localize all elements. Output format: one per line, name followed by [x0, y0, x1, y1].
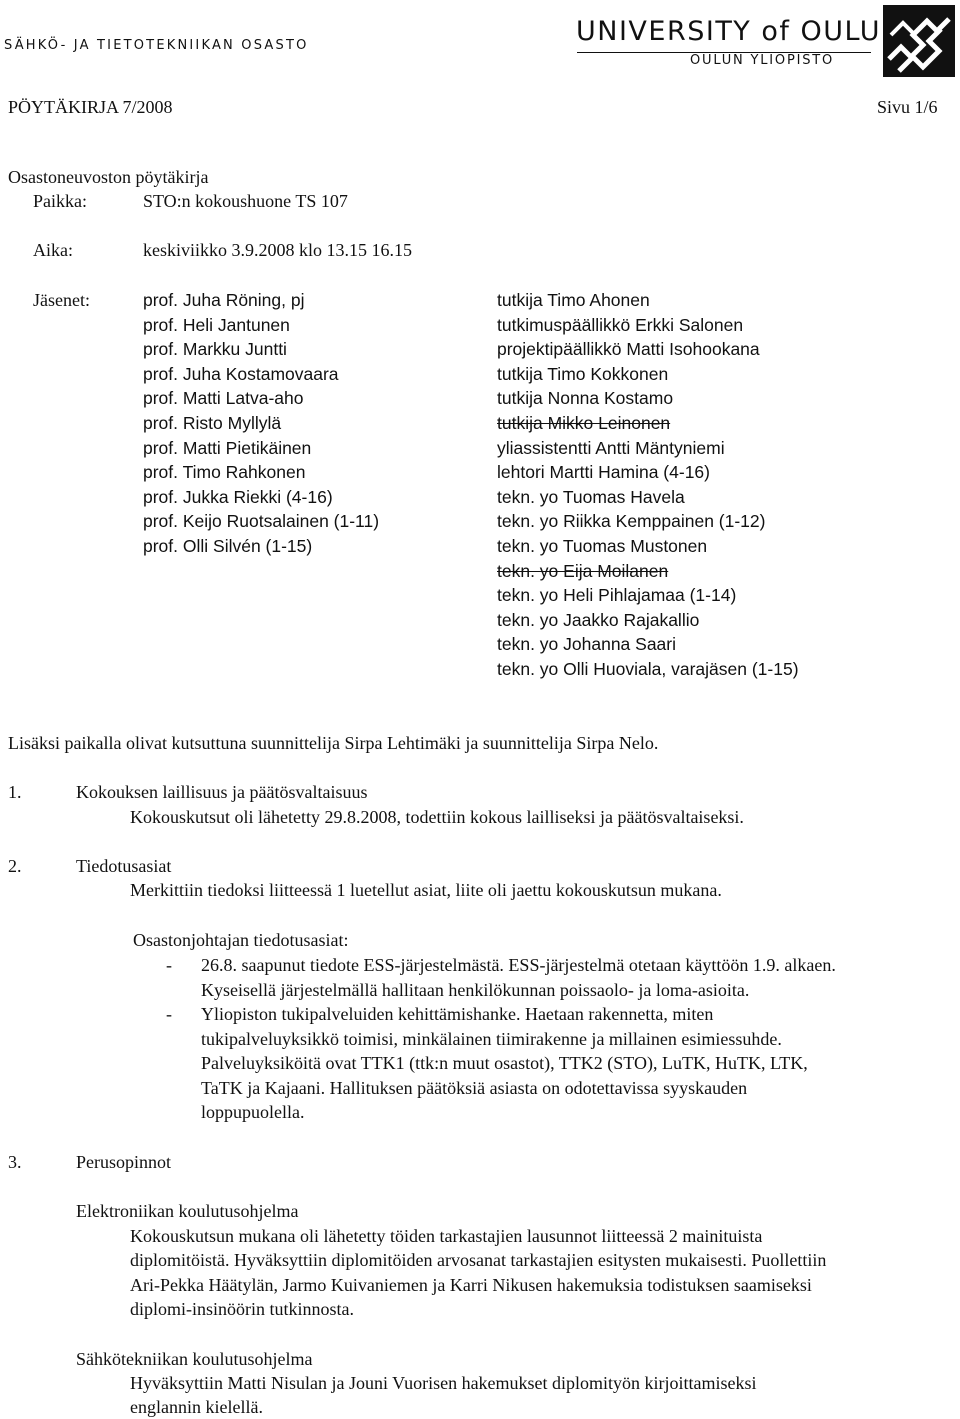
- document-title: PÖYTÄKIRJA 7/2008: [8, 97, 173, 117]
- member-entry: yliassistentti Antti Mäntyniemi: [497, 437, 725, 458]
- electrical-line-1: Hyväksyttiin Matti Nisulan ja Jouni Vuorisen hakemukset diplomityön kirjoittamiseksi: [130, 1373, 757, 1393]
- member-entry: tekn. yo Olli Huoviala, varajäsen (1-15): [497, 659, 799, 679]
- member-entry: prof. Matti Pietikäinen: [143, 437, 312, 458]
- electronics-line-1: Kokouskutsun mukana oli lähetetty töiden tarkastajien lausunnot liitteessä 2 mainituista: [130, 1226, 763, 1246]
- member-entry: tutkija Mikko Leinonen: [497, 413, 671, 433]
- bullet-2-line-3: Palveluyksiköitä ovat TTK1 (ttk:n muut osastot), TTK2 (STO), LuTK, HuTK, LTK,: [201, 1053, 808, 1073]
- bullet-2-line-4: TaTK ja Kajaani. Hallituksen päätöksiä asiasta on odotettavissa syyskauden: [201, 1078, 748, 1098]
- section-3-number: 3.: [8, 1152, 22, 1172]
- electrical-programme-title: Sähkötekniikan koulutusohjelma: [76, 1349, 313, 1369]
- document-heading: Osastoneuvoston pöytäkirja: [8, 167, 209, 187]
- section-1-title: Kokouksen laillisuus ja päätösvaltaisuus: [76, 782, 368, 802]
- bullet-1-line-1: 26.8. saapunut tiedote ESS-järjestelmästä. ESS-järjestelmä otetaan käyttöön 1.9. alkaen.: [201, 955, 836, 975]
- member-entry: prof. Olli Silvén (1-15): [143, 536, 313, 556]
- member-entry: prof. Matti Latva-aho: [143, 388, 304, 409]
- university-of-oulu-logo: [883, 5, 955, 77]
- bullet-1-marker: -: [166, 955, 172, 975]
- member-entry: tutkija Timo Kokkonen: [497, 363, 669, 384]
- member-entry: projektipäällikkö Matti Isohookana: [497, 339, 760, 360]
- member-entry: prof. Juha Röning, pj: [143, 290, 305, 310]
- electronics-line-2: diplomitöistä. Hyväksyttiin diplomitöiden arvosanat tarkastajien esitysten mukaisesti. Puollettiin: [130, 1250, 827, 1270]
- member-entry: prof. Heli Jantunen: [143, 314, 290, 335]
- bullet-2-line-5: loppupuolella.: [201, 1102, 305, 1122]
- electronics-line-4: diplomi-insinöörin tutkinnosta.: [130, 1299, 354, 1319]
- member-entry: tekn. yo Riikka Kemppainen (1-12): [497, 511, 766, 532]
- member-entry: prof. Timo Rahkonen: [143, 462, 306, 483]
- university-subtitle: OULUN YLIOPISTO: [690, 53, 835, 68]
- electrical-line-2: englannin kielellä.: [130, 1397, 263, 1417]
- also-present-text: Lisäksi paikalla olivat kutsuttuna suunnittelija Sirpa Lehtimäki ja suunnittelija Sirpa Nelo.: [8, 733, 659, 753]
- place-label: Paikka:: [33, 191, 87, 211]
- member-entry: tekn. yo Tuomas Mustonen: [497, 536, 708, 556]
- member-entry: tekn. yo Jaakko Rajakallio: [497, 609, 700, 630]
- university-name: UNIVERSITY of OULU: [576, 16, 881, 47]
- page-number: Sivu 1/6: [877, 97, 938, 117]
- bullet-2-line-2: tukipalveluyksikkö toimisi, minkälainen tiimirakenne ja millainen esimiessuhde.: [201, 1029, 782, 1049]
- section-2-subheading: Osastonjohtajan tiedotusasiat:: [133, 930, 349, 950]
- member-entry: prof. Juha Kostamovaara: [143, 363, 339, 384]
- electronics-programme-title: Elektroniikan koulutusohjelma: [76, 1201, 299, 1221]
- member-entry: tutkija Timo Ahonen: [497, 290, 650, 310]
- bullet-2-line-1: Yliopiston tukipalveluiden kehittämishanke. Haetaan rakennetta, miten: [201, 1004, 714, 1024]
- section-2-text: Merkittiin tiedoksi liitteessä 1 luetellut asiat, liite oli jaettu kokouskutsun mukana.: [130, 880, 722, 900]
- member-entry: prof. Risto Myllylä: [143, 413, 282, 433]
- member-entry: tutkija Nonna Kostamo: [497, 388, 674, 409]
- member-entry: tekn. yo Johanna Saari: [497, 634, 677, 655]
- bullet-1-line-2: Kyseisellä järjestelmällä hallitaan henkilökunnan poissaolo- ja loma-asioita.: [201, 980, 750, 1000]
- member-entry: prof. Keijo Ruotsalainen (1-11): [143, 511, 380, 532]
- section-3-title: Perusopinnot: [76, 1152, 172, 1172]
- department-name: SÄHKÖ- JA TIETOTEKNIIKAN OSASTO: [4, 38, 309, 53]
- member-entry: prof. Markku Juntti: [143, 339, 287, 360]
- time-value: keskiviikko 3.9.2008 klo 13.15 16.15: [143, 240, 412, 260]
- member-entry: tekn. yo Tuomas Havela: [497, 486, 685, 507]
- place-value: STO:n kokoushuone TS 107: [143, 191, 348, 211]
- electronics-line-3: Ari-Pekka Häätylän, Jarmo Kuivaniemen ja Karri Nikusen hakemuksia todistuksen saamiseksi: [130, 1275, 812, 1295]
- member-entry: tutkimuspäällikkö Erkki Salonen: [497, 314, 744, 335]
- section-2-title: Tiedotusasiat: [76, 856, 172, 876]
- section-1-number: 1.: [8, 782, 22, 802]
- section-1-text: Kokouskutsut oli lähetetty 29.8.2008, todettiin kokous lailliseksi ja päätösvaltaiseksi.: [130, 807, 744, 827]
- time-label: Aika:: [33, 240, 73, 260]
- member-entry: lehtori Martti Hamina (4-16): [497, 462, 710, 483]
- section-2-number: 2.: [8, 856, 22, 876]
- bullet-2-marker: -: [166, 1004, 172, 1024]
- members-label: Jäsenet:: [33, 290, 90, 310]
- member-entry: tekn. yo Heli Pihlajamaa (1-14): [497, 585, 737, 606]
- member-entry: prof. Jukka Riekki (4-16): [143, 486, 333, 507]
- member-entry: tekn. yo Eija Moilanen: [497, 560, 669, 581]
